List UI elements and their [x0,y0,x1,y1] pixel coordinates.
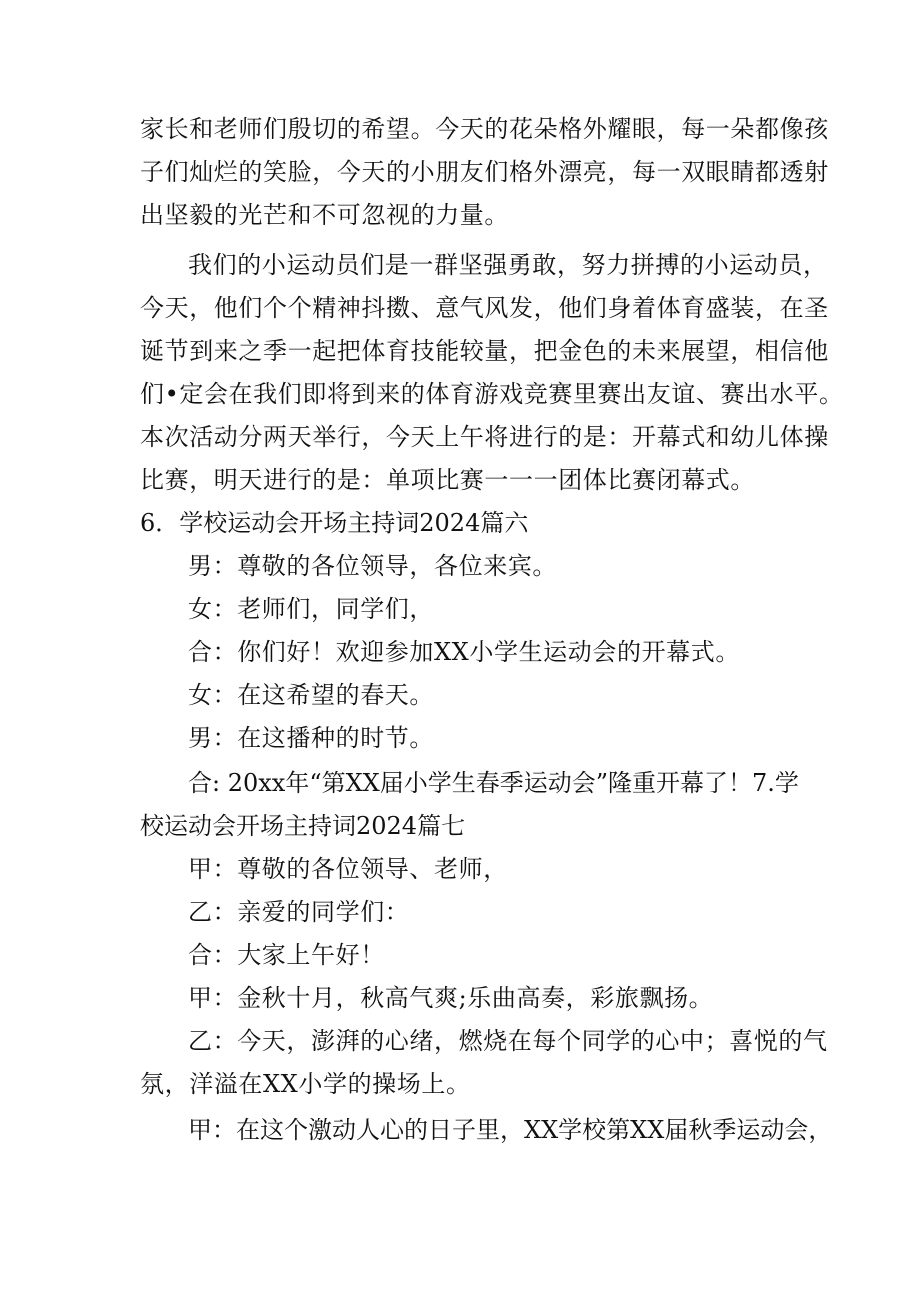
dialogue-line: 甲：尊敬的各位领导、老师， [188,855,508,883]
dialogue-line: 乙：今天，澎湃的心绪，燃烧在每个同学的心中；喜悦的气 [188,1027,828,1055]
paragraph-line: 我们的小运动员们是一群坚强勇敢，努力拼搏的小运动员， [188,251,828,279]
paragraph-line: 子们灿烂的笑脸，今天的小朋友们格外漂亮，每一双眼睛都透射 [140,158,829,186]
dialogue-line: 合: 20xx年“第XX届小学生春季运动会”隆重开幕了！7.学 [188,769,799,797]
section-heading: 校运动会开场主持词2024篇七 [140,812,466,840]
dialogue-line: 甲：金秋十月，秋高气爽;乐曲高奏，彩旅飘扬。 [188,984,714,1012]
paragraph-line: 出坚毅的光芒和不可忽视的力量。 [140,201,509,229]
paragraph-line: 今天，他们个个精神抖擞、意气风发，他们身着体育盛装，在圣 [140,294,829,322]
dialogue-line: 甲：在这个激动人心的日子里，XX学校第XX届秋季运动会， [188,1116,833,1144]
dialogue-line: 女：在这希望的春天。 [188,681,434,709]
paragraph-line: 诞节到来之季一起把体育技能较量，把金色的未来展望，相信他 [140,337,829,365]
dialogue-line: 乙：亲爱的同学们： [188,898,410,926]
dialogue-line: 合：大家上午好！ [188,941,385,969]
dialogue-line: 合：你们好！欢迎参加XX小学生运动会的开幕式。 [188,638,740,666]
section-heading: 6．学校运动会开场主持词2024篇六 [140,509,529,537]
dialogue-line: 氛，洋溢在XX小学的操场上。 [140,1070,471,1098]
dialogue-line: 男：在这播种的时节。 [188,724,434,752]
dialogue-line: 男：尊敬的各位领导，各位来宾。 [188,552,557,580]
paragraph-line: 家长和老师们殷切的希望。今天的花朵格外耀眼，每一朵都像孩 [140,115,829,143]
paragraph-line: 比赛，明天进行的是：单项比赛一一一团体比赛闭幕式。 [140,466,755,494]
paragraph-line: 本次活动分两天举行，今天上午将进行的是：开幕式和幼儿体操 [140,423,829,451]
dialogue-line: 女：老师们，同学们， [188,595,434,623]
paragraph-line: 们•定会在我们即将到来的体育游戏竞赛里赛出友谊、赛出水平。 [140,380,844,408]
